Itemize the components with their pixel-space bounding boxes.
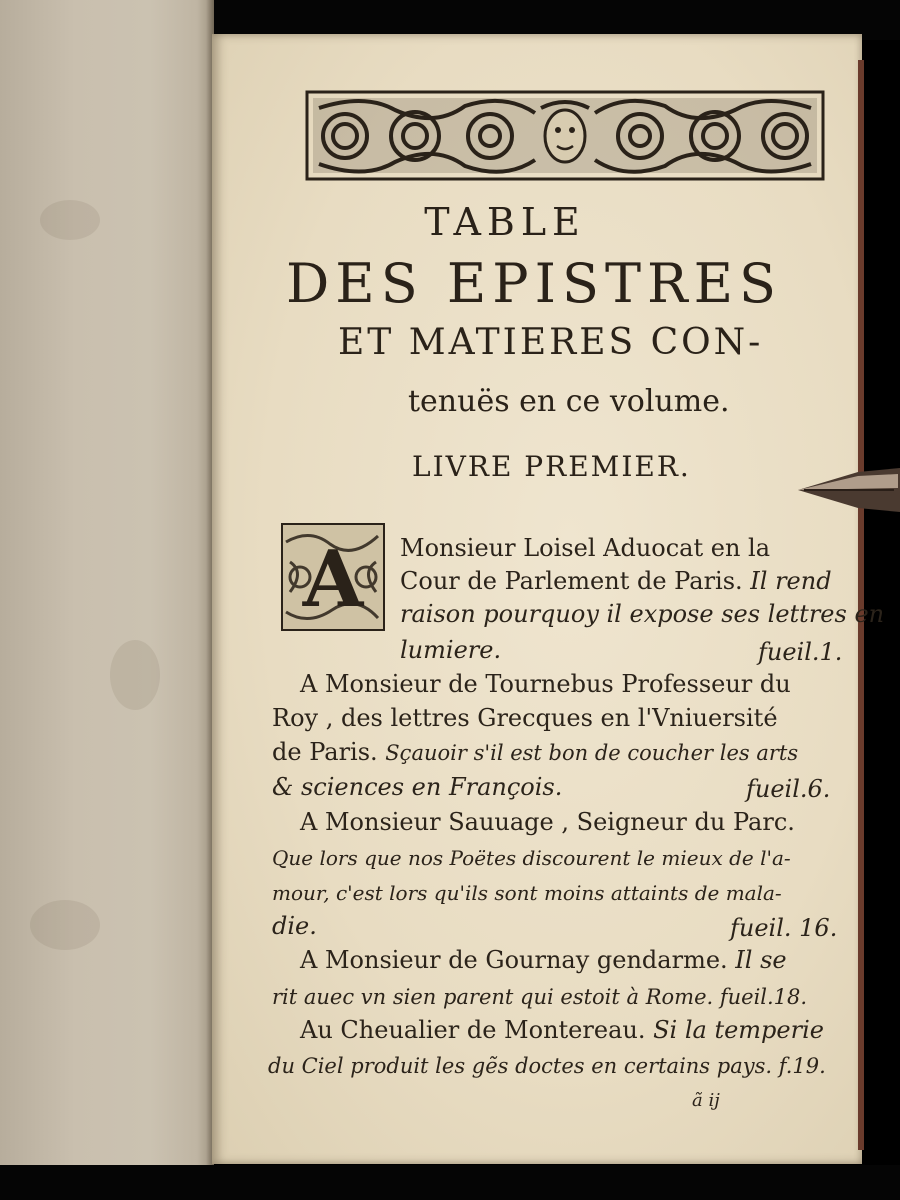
dropcap-ornament (280, 522, 386, 632)
entry-4-line-1: A Monsieur de Gournay gendarme. Il se (300, 946, 787, 974)
entry-3-folio: fueil. 16. (730, 914, 838, 942)
signature-mark: ã ij (692, 1090, 720, 1111)
paper-stain (30, 900, 100, 950)
background-bottom (0, 1165, 900, 1200)
paper-stain (110, 640, 160, 710)
entry-3-line-1: A Monsieur Sauuage , Seigneur du Parc. (300, 808, 795, 836)
entry-3-line-2: Que lors que nos Poëtes discourent le mieux de l'a- (272, 846, 791, 870)
entry-1-line-1: Monsieur Loisel Aduocat en la (400, 534, 771, 562)
entry-2-folio: fueil.6. (746, 775, 831, 803)
dropcap-letter: A (302, 534, 364, 625)
entry-1-line-4: lumiere. (400, 636, 502, 664)
entry-4-line-2: rit auec vn sien parent qui estoit à Rome. fueil.18. (272, 985, 808, 1009)
title-line-3: ET MATIERES CON- (338, 322, 764, 363)
entry-1-folio: fueil.1. (758, 638, 843, 666)
entry-2-line-3: de Paris. Sçauoir s'il est bon de coucher les arts (272, 738, 799, 766)
pen-nib-icon (798, 462, 900, 520)
entry-5-line-1: Au Cheualier de Montereau. Si la temperie (300, 1016, 824, 1044)
entry-3-line-4: die. (272, 912, 317, 940)
title-line-4: tenuës en ce volume. (408, 384, 730, 419)
entry-2-line-4: & sciences en François. (272, 773, 563, 801)
entry-1-line-2: Cour de Parlement de Paris. Il rend (400, 567, 832, 595)
title-line-2: DES EPISTRES (286, 252, 783, 315)
headpiece-ornament (305, 88, 825, 183)
title-line-1: TABLE (424, 200, 586, 244)
entry-1-line-3: raison pourquoy il expose ses lettres en (400, 600, 885, 628)
entry-2-line-2: Roy , des lettres Grecques en l'Vniuersité (272, 704, 778, 732)
entry-2-line-1: A Monsieur de Tournebus Professeur du (300, 670, 791, 698)
left-page (0, 0, 214, 1200)
entry-5-line-2: du Ciel produit les gẽs doctes en certains pays. f.19. (268, 1054, 826, 1078)
book-heading: LIVRE PREMIER. (412, 450, 691, 483)
entry-3-line-3: mour, c'est lors qu'ils sont moins attaints de mala- (272, 881, 782, 905)
